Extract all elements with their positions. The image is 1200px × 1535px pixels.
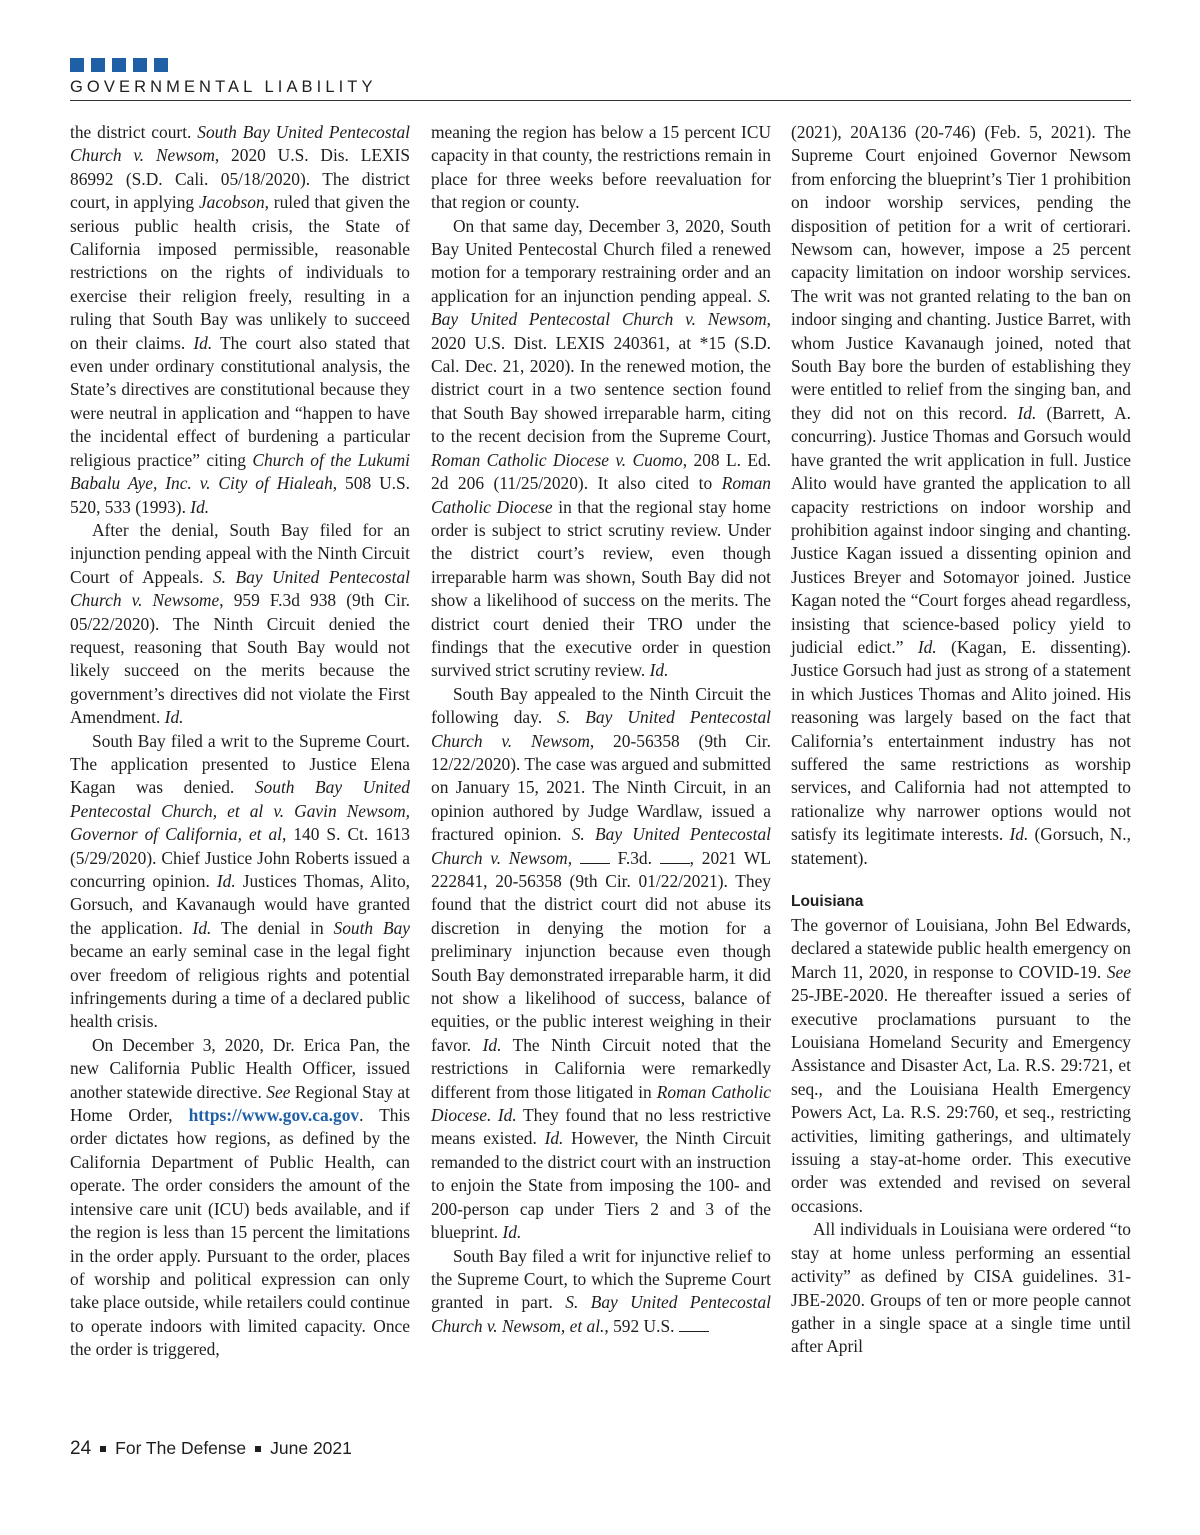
header-squares (70, 58, 168, 72)
paragraph: the district court. South Bay United Pentecostal Church v. Newsom, 2020 U.S. Dis. LEXIS 86992 (S.D. Cali. 05/18/2020). The district court, in applying Jacobson, ruled that given the serious public health crisis, the State of California imposed permissible, reasonable restrictions on the rights of individuals to exercise their religion freely, resulting in a ruling that South Bay was unlikely to succeed on their claims. Id. The court also stated that even under ordinary constitutional analysis, the State’s directives are constitutional because they were neutral in application and “happen to have the incidental effect of burdening a particular religious practice” citing Church of the Lukumi Babalu Aye, Inc. v. City of Hialeah, 508 U.S. 520, 533 (1993). Id. (70, 122, 411, 517)
publication-name: For The Defense (115, 1438, 247, 1458)
paragraph: (2021), 20A136 (20-746) (Feb. 5, 2021). The Supreme Court enjoined Governor Newsom from enforcing the blueprint’s Tier 1 prohibition on indoor worship services, pending the disposition of petition for a writ of certiorari. Newsom can, however, impose a 25 percent capacity limitation on indoor worship services. The writ was not granted relating to the ban on indoor singing and chanting. Justice Barret, with whom Justice Kavanaugh joined, noted that South Bay bore the burden of establishing they were entitled to relief from the singing ban, and they did not on this record. Id. (Barrett, A. concurring). Justice Thomas and Gorsuch would have granted the writ application in full. Justice Alito would have granted the application to all capacity restrictions on indoor worship and prohibition against indoor singing and chanting. Justice Kagan issued a dissenting opinion and Justices Breyer and Sotomayor joined. Justice Kagan noted the “Court forges ahead regardless, insisting that science-based policy yield to judicial edict.” Id. (Kagan, E. dissenting). Justice Gorsuch had just as strong of a statement in which Justices Thomas and Alito joined. His reasoning was largely based on the fact that California’s entertainment industry has not suffered the same restrictions as worship services, and California had not attempted to rationalize why narrower options would not satisfy its legitimate interests. Id. (Gorsuch, N., statement). (791, 122, 1131, 868)
citation-blank (660, 849, 690, 864)
paragraph: All individuals in Louisiana were ordered “to stay at home unless performing an essential activity” as defined by CISA guidelines. 31-JBE-2020. Groups of ten or more people cannot gather in a single space at a single time until after April (791, 1219, 1131, 1357)
column-2 (431, 121, 771, 1338)
header-rule (70, 100, 1131, 101)
gov-ca-link[interactable]: https://www.gov.ca.gov (188, 1105, 360, 1126)
citation-blank (679, 1317, 709, 1332)
page-number: 24 (70, 1438, 92, 1459)
header-square (91, 58, 105, 72)
header-square (133, 58, 147, 72)
paragraph: On December 3, 2020, Dr. Erica Pan, the new California Public Health Officer, issued another statewide directive. See Regional Stay at Home Order, https://www.gov.ca.gov. This order dictates how regions, as defined by the California Department of Public Health, can operate. The order considers the amount of the intensive care unit (ICU) beds available, and if the region is less than 15 percent the limitations in the order apply. Pursuant to the order, places of worship and political expression can only take place outside, while retailers could continue to operate indoors with limited capacity. Once the order is triggered, (70, 1034, 410, 1360)
column-3 (791, 121, 1131, 1359)
citation-blank (580, 849, 610, 864)
paragraph: South Bay filed a writ to the Supreme Court. The application presented to Justice Elena Kagan was denied. South Bay United Pentecostal Church, et al v. Gavin Newsom, Governor of California, et al, 140 S. Ct. 1613 (5/29/2020). Chief Justice John Roberts issued a concurring opinion. Id. Justices Thomas, Alito, Gorsuch, and Kavanaugh would have granted the application. Id. The denial in South Bay became an early seminal case in the legal fight over freedom of religious rights and potential infringements during a time of a declared public health crisis. (70, 730, 411, 1032)
issue-date: June 2021 (270, 1438, 352, 1458)
footer-bullet (255, 1446, 261, 1452)
paragraph: After the denial, South Bay filed for an injunction pending appeal with the Ninth Circuit Court of Appeals. S. Bay United Pentecostal Church v. Newsome, 959 F.3d 938 (9th Cir. 05/22/2020). The Ninth Circuit denied the request, reasoning that South Bay would not likely succeed on the merits because the government’s directives did not violate the First Amendment. Id. (70, 519, 411, 728)
header-square (154, 58, 168, 72)
column-1 (70, 121, 410, 1362)
paragraph: On that same day, December 3, 2020, South Bay United Pentecostal Church filed a renewed motion for a temporary restraining order and an application for an injunction pending appeal. S. Bay United Pentecostal Church v. Newsom, 2020 U.S. Dist. LEXIS 240361, at *15 (S.D. Cal. Dec. 21, 2020). In the renewed motion, the district court in a two sentence section found that South Bay showed irreparable harm, citing to the recent decision from the Supreme Court, Roman Catholic Diocese v. Cuomo, 208 L. Ed. 2d 206 (11/25/2020). It also cited to Roman Catholic Diocese in that the regional stay home order is subject to strict scrutiny review. Under the district court’s review, even though irreparable harm was shown, South Bay did not show a likelihood of success on the merits. The district court denied their TRO under the findings that the executive order in question survived strict scrutiny review. Id. (431, 215, 771, 681)
paragraph: South Bay appealed to the Ninth Circuit the following day. S. Bay United Pentecostal Church v. Newsom, 20-56358 (9th Cir. 12/22/2020). The case was argued and submitted on January 15, 2021. The Ninth Circuit, in an opinion authored by Judge Wardlaw, issued a fractured opinion. S. Bay United Pentecostal Church v. Newsom, F.3d. , 2021 WL 222841, 20-56358 (9th Cir. 01/22/2021). They found that the district court did not abuse its discretion in denying the motion for a preliminary injunction because even though South Bay demonstrated irreparable harm, it did not show a likelihood of success, balance of equities, or the public interest weighing in their favor. Id. The Ninth Circuit noted that the restrictions in California were remarkedly different from those litigated in Roman Catholic Diocese. Id. They found that no less restrictive means existed. Id. However, the Ninth Circuit remanded to the district court with an instruction to enjoin the State from imposing the 100- and 200-person cap under Tiers 2 and 3 of the blueprint. Id. (431, 683, 771, 1243)
section-label: GOVERNMENTAL LIABILITY (70, 78, 377, 96)
page-footer (70, 1438, 352, 1460)
paragraph: South Bay filed a writ for injunctive relief to the Supreme Court, to which the Supreme Court granted in part. S. Bay United Pentecostal Church v. Newsom, et al., 592 U.S. (431, 1245, 771, 1336)
header-square (70, 58, 84, 72)
footer-bullet (100, 1446, 106, 1452)
section-heading-louisiana: Louisiana (791, 893, 864, 910)
header-square (112, 58, 126, 72)
paragraph: The governor of Louisiana, John Bel Edwards, declared a statewide public health emergency on March 11, 2020, in response to COVID-19. See 25-JBE-2020. He thereafter issued a series of executive proclamations pursuant to the Louisiana Homeland Security and Emergency Assistance and Disaster Act, La. R.S. 29:721, et seq., and the Louisiana Health Emergency Powers Act, La. R.S. 29:760, et seq., restricting activities, limiting gatherings, and ultimately issuing a stay-at-home order. This executive order was extended and revised on several occasions. (791, 915, 1131, 1216)
paragraph: meaning the region has below a 15 percent ICU capacity in that county, the restrictions remain in place for three weeks before reevaluation for that region or county. (431, 122, 771, 213)
